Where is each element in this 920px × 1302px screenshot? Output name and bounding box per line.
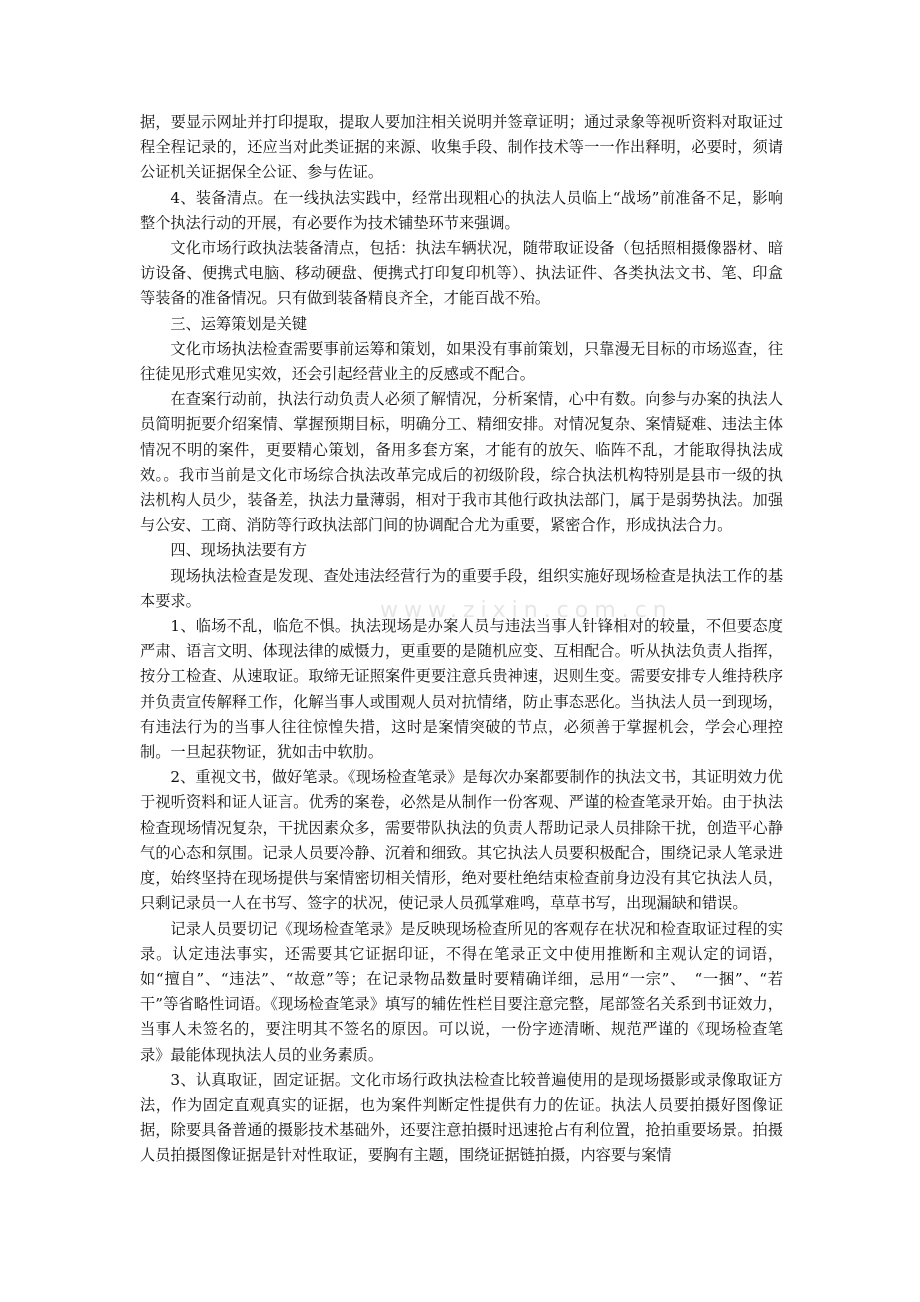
body-paragraph: 在查案行动前，执法行动负责人必须了解情况，分析案情，心中有数。向参与办案的执法人员简明扼要介绍案情、掌握预期目标，明确分工、精细安排。对情况复杂、案情疑难、违法主体情况不明的案件，更要精心策划，备用多套方案，才能有的放矢、临阵不乱，才能取得执法成效。。我市当前是文化市场综合执法改革完成后的初级阶段，综合执法机构特别是县市一级的执法机构人员少，装备差，执法力量薄弱，相对于我市其他行政执法部门，属于是弱势执法。加强与公安、工商、消防等行政执法部门间的协调配合尤为重要，紧密合作，形成执法合力。: [140, 390, 783, 535]
body-paragraph: 2、重视文书，做好笔录。《现场检查笔录》是每次办案都要制作的执法文书，其证明效力优于视听资料和证人证言。优秀的案卷，必然是从制作一份客观、严谨的检查笔录开始。由于执法检查现场情况复杂，干扰因素众多，需要带队执法的负责人帮助记录人员排除干扰，创造平心静气的心态和氛围。记录人员要冷静、沉着和细致。其它执法人员要积极配合，围绕记录人笔录进度，始终坚持在现场提供与案情密切相关情形，绝对要杜绝结束检查前身边没有其它执法人员，只剩记录员一人在书写、签字的状况，使记录人员孤掌难鸣，草草书写，出现漏缺和错误。: [140, 768, 783, 913]
body-paragraph: 记录人员要切记《现场检查笔录》是反映现场检查所见的客观存在状况和检查取证过程的实录。认定违法事实，还需要其它证据印证，不得在笔录正文中使用推断和主观认定的词语，如“擅自”、“违法”、“故意”等；在记录物品数量时要精确详细，忌用“一宗”、 “一捆”、“若干”等省略性词语。《现场检查笔录》填写的辅佐性栏目要注意完整，尾部签名关系到书证效力，当事人未签名的，要注明其不签名的原因。可以说，一份字迹清晰、规范严谨的《现场检查笔录》最能体现执法人员的业务素质。: [140, 919, 783, 1064]
body-paragraph: 4、装备清点。在一线执法实践中，经常出现粗心的执法人员临上“战场”前准备不足，影响整个执法行动的开展，有必要作为技术铺垫环节来强调。: [140, 188, 783, 232]
body-paragraph: 现场执法检查是发现、查处违法经营行为的重要手段，组织实施好现场检查是执法工作的基本要求。: [140, 566, 783, 610]
body-paragraph: 文化市场执法检查需要事前运筹和策划，如果没有事前策划，只靠漫无目标的市场巡查，往往徒见形式难见实效，还会引起经营业主的反感或不配合。: [140, 339, 783, 384]
body-paragraph: 文化市场行政执法装备清点，包括：执法车辆状况，随带取证设备（包括照相摄像器材、暗访设备、便携式电脑、移动硬盘、便携式打印复印机等）、执法证件、各类执法文书、笔、印盒等装备的准备情况。只有做到装备精良齐全，才能百战不殆。: [140, 239, 783, 308]
watermark: www.zixin.com.cn: [380, 598, 673, 623]
body-paragraph: 1、临场不乱，临危不惧。执法现场是办案人员与违法当事人针锋相对的较量，不但要态度严肃、语言文明、体现法律的威慑力，更重要的是随机应变、互相配合。听从执法负责人指挥，按分工检查、从速取证。取缔无证照案件更要注意兵贵神速，迟则生变。需要安排专人维持秩序并负责宣传解释工作，化解当事人或围观人员对抗情绪，防止事态恶化。当执法人员一到现场，有违法行为的当事人往往惊惶失措，这时是案情突破的节点，必须善于掌握机会，学会心理控制。一旦起获物证，犹如击中软肋。: [140, 617, 783, 762]
section-heading: 四、现场执法要有方: [170, 541, 308, 560]
document-page: [140, 110, 783, 1169]
body-paragraph: 据，要显示网址并打印提取，提取人要加注相关说明并签章证明；通过录象等视听资料对取证过程全程记录的，还应当对此类证据的来源、收集手段、制作技术等一一作出释明，必要时，须请公证机关证据保全公证、参与佐证。: [140, 113, 783, 182]
section-heading: 三、运筹策划是关键: [170, 314, 308, 333]
body-paragraph: 3、认真取证，固定证据。文化市场行政执法检查比较普遍使用的是现场摄影或录像取证方法，作为固定直观真实的证据，也为案件判断定性提供有力的佐证。执法人员要拍摄好图像证据，除要具备普通的摄影技术基础外，还要注意拍摄时迅速抢占有利位置，抢拍重要场景。拍摄人员拍摄图像证据是针对性取证，要胸有主题，围绕证据链拍摄，内容要与案情: [140, 1070, 783, 1165]
